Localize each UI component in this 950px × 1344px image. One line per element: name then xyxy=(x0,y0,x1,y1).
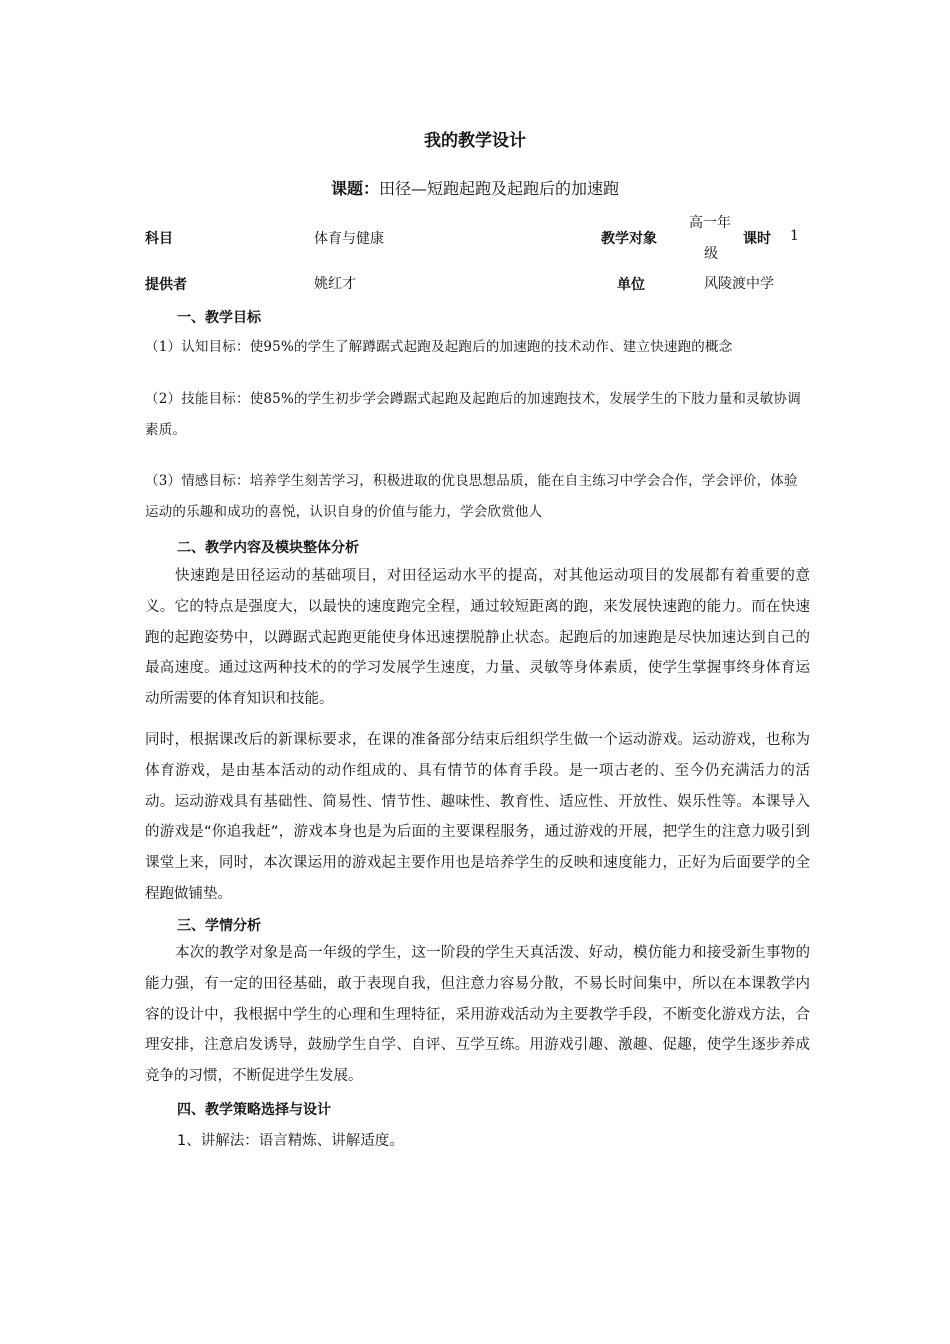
section-1-heading: 一、教学目标 xyxy=(177,310,261,326)
strategy-item-1: 1、讲解法：语言精炼、讲解适度。 xyxy=(177,1133,404,1149)
section-3-heading: 三、学情分析 xyxy=(177,918,261,934)
section-2-heading: 二、教学内容及模块整体分析 xyxy=(177,540,359,556)
target-label: 教学对象 xyxy=(601,231,657,247)
subject-label: 科目 xyxy=(145,231,173,247)
unit-value: 风陵渡中学 xyxy=(704,276,774,292)
provider-value: 姚红才 xyxy=(314,276,356,292)
subject-value: 体育与健康 xyxy=(314,231,384,247)
lesson-topic-text: 田径—短跑起跑及起跑后的加速跑 xyxy=(379,179,620,198)
hours-value: 1 xyxy=(790,228,799,244)
section-4-heading: 四、教学策略选择与设计 xyxy=(177,1102,331,1118)
lesson-topic xyxy=(0,176,950,199)
lesson-topic-label: 课题： xyxy=(330,179,379,198)
page-title: 我的教学设计 xyxy=(424,131,526,151)
goal-affective: （3）情感目标：培养学生刻苦学习，积极进取的优良思想品质，能在自主练习中学会合作，学会评价，体验运动的乐趣和成功的喜悦，认识自身的价值与能力，学会欣赏他人 xyxy=(145,473,798,520)
section-3-paragraph: 本次的教学对象是高一年级的学生，这一阶段的学生天真活泼、好动，模仿能力和接受新生事物的能力强，有一定的田径基础，敢于表现自我，但注意力容易分散，不易长时间集中，所以在本课教学内容的设计中，我根据中学生的心理和生理特征，采用游戏活动为主要教学手段，不断变化游戏方法，合理安排，注意启发诱导，鼓励学生自学、自评、互学互练。用游戏引趣、激趣、促趣，使学生逐步养成竞争的习惯，不断促进学生发展。 xyxy=(145,945,810,1085)
target-value-line2: 级 xyxy=(704,246,718,262)
provider-label: 提供者 xyxy=(145,277,187,293)
section-2-paragraph-2: 同时，根据课改后的新课标要求，在课的准备部分结束后组织学生做一个运动游戏。运动游戏，也称为体育游戏，是由基本活动的动作组成的、具有情节的体育手段。是一项古老的、至今仍充满活力的活动。运动游戏具有基础性、简易性、情节性、趣味性、教育性、适应性、开放性、娱乐性等。本课导入的游戏是“你追我赶”，游戏本身也是为后面的主要课程服务，通过游戏的开展，把学生的注意力吸引到课堂上来，同时，本次课运用的游戏起主要作用也是培养学生的反映和速度能力，正好为后面要学的全程跑做铺垫。 xyxy=(145,732,810,902)
unit-label: 单位 xyxy=(617,277,645,293)
goal-skill: （2）技能目标：使85%的学生初步学会蹲踞式起跑及起跑后的加速跑技术，发展学生的下肢力量和灵敏协调素质。 xyxy=(145,391,801,438)
section-2-paragraph-1: 快速跑是田径运动的基础项目，对田径运动水平的提高，对其他运动项目的发展都有着重要的意义。它的特点是强度大，以最快的速度跑完全程，通过较短距离的跑，来发展快速跑的能力。而在快速跑的起跑姿势中，以蹲踞式起跑更能使身体迅速摆脱静止状态。起跑后的加速跑是尽快加速达到自己的最高速度。通过这两种技术的的学习发展学生速度，力量、灵敏等身体素质，使学生掌握事终身体育运动所需要的体育知识和技能。 xyxy=(145,568,810,708)
goal-cognitive: （1）认知目标：使95%的学生了解蹲踞式起跑及起跑后的加速跑的技术动作、建立快速跑的概念 xyxy=(145,339,733,355)
hours-label: 课时 xyxy=(743,231,771,247)
target-value-line1: 高一年 xyxy=(689,215,731,231)
